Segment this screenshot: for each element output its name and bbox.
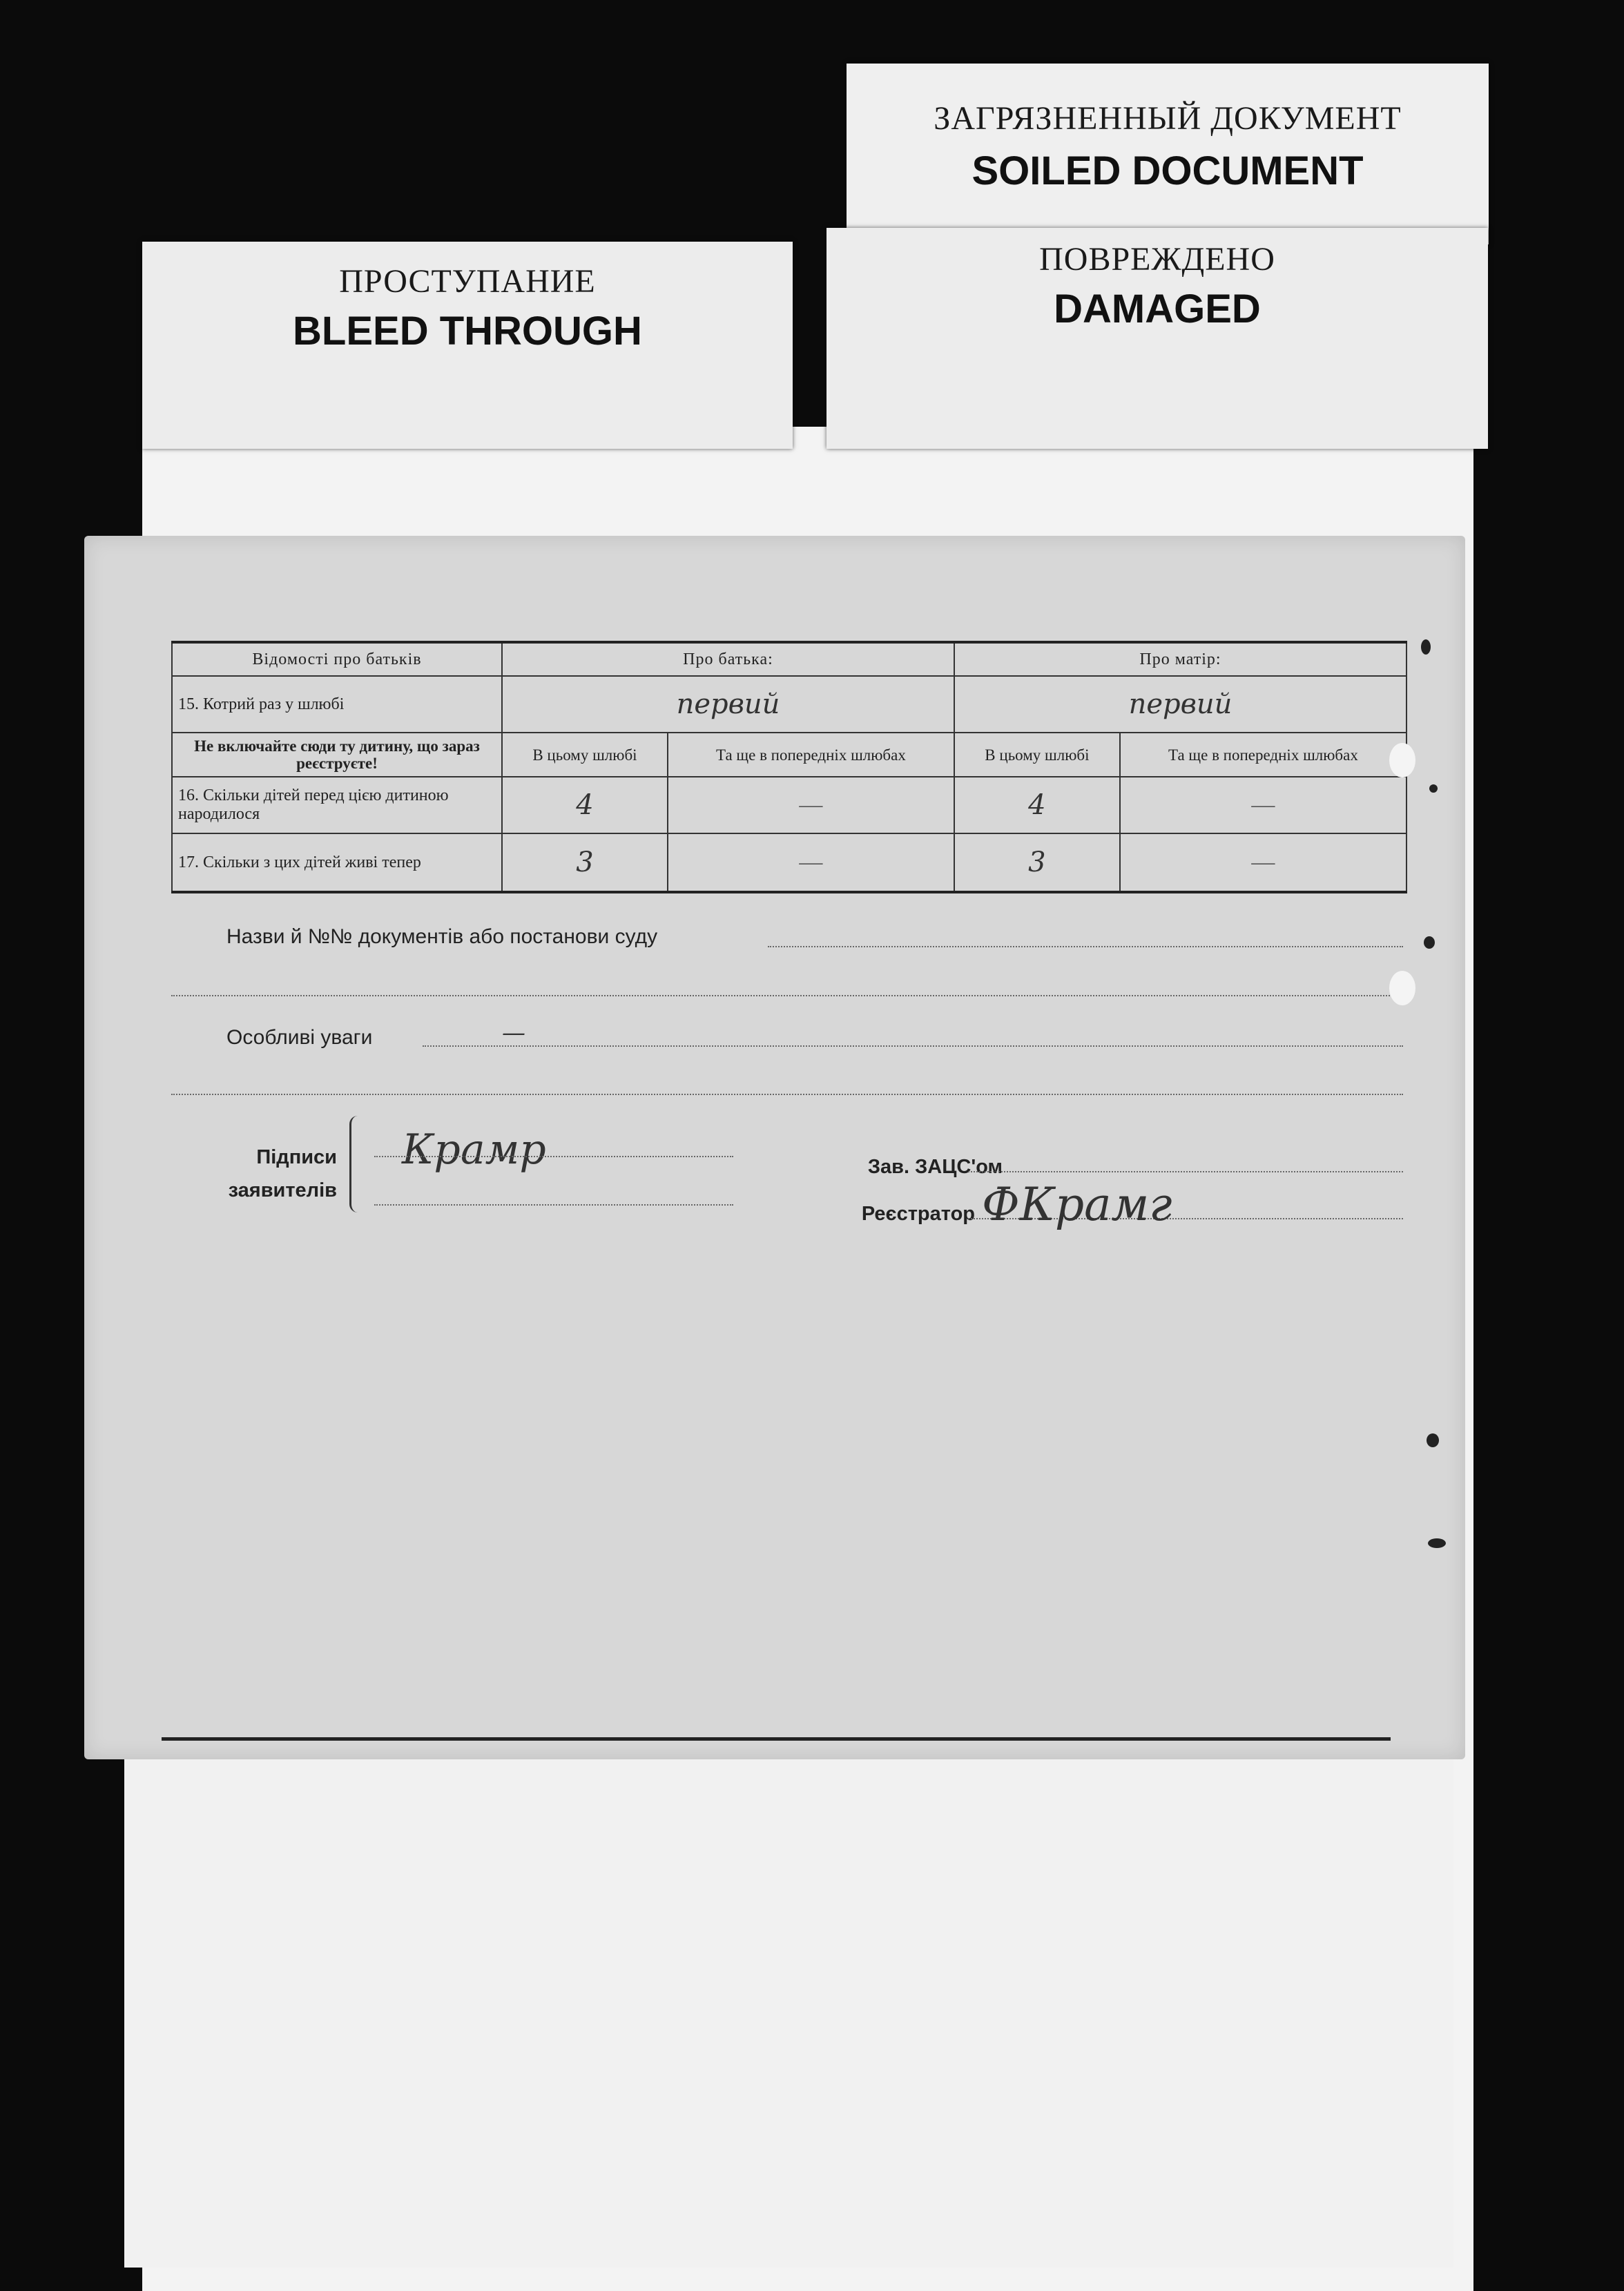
row17-father-this: 3 xyxy=(502,833,668,892)
table-row-17 xyxy=(172,833,1406,892)
head-zags-label: Зав. ЗАЦС'ом xyxy=(867,1156,1003,1178)
row15-father-value: первий xyxy=(502,676,954,733)
soiled-document-card xyxy=(847,64,1489,244)
notes-label: Особливі уваги xyxy=(226,1026,373,1049)
soiled-label-ru: ЗАГРЯЗНЕННЫЙ ДОКУМЕНТ xyxy=(934,100,1402,137)
stain-speck xyxy=(1424,936,1435,949)
row15-mother-value: первий xyxy=(954,676,1406,733)
documents-line-1 xyxy=(768,946,1403,947)
bleed-through-card xyxy=(142,242,793,449)
subhead-mother-this: В цьому шлюбі xyxy=(954,733,1120,777)
stain-speck xyxy=(1427,1433,1439,1447)
stain-speck xyxy=(1428,1538,1446,1548)
row16-mother-prev: — xyxy=(1120,777,1406,833)
row16-father-prev: — xyxy=(668,777,954,833)
applicants-label-2: заявителів xyxy=(228,1179,337,1201)
head-zags-line xyxy=(968,1171,1403,1172)
bleed-label-ru: ПРОСТУПАНИЕ xyxy=(339,263,596,300)
applicants-label-1: Підписи xyxy=(256,1146,337,1168)
parents-info-table xyxy=(171,641,1407,893)
damaged-card xyxy=(826,228,1488,449)
row16-father-this: 4 xyxy=(502,777,668,833)
applicant-sig-line-1 xyxy=(374,1156,733,1157)
table-row-15 xyxy=(172,676,1406,733)
punch-hole xyxy=(1389,743,1415,777)
applicants-brace xyxy=(349,1116,364,1212)
subhead-father-prev: Та ще в попередніх шлюбах xyxy=(668,733,954,777)
notes-line-2 xyxy=(171,1094,1403,1095)
subhead-exclude-note: Не включайте сюди ту дитину, що зараз реєструєте! xyxy=(172,733,502,777)
applicant-signature: Крамр xyxy=(402,1125,546,1174)
registrar-signature: ФКрамг xyxy=(982,1178,1172,1231)
header-father: Про батька: xyxy=(502,642,954,676)
stain-speck xyxy=(1421,639,1431,655)
row15-label: 15. Котрий раз у шлюбі xyxy=(172,676,502,733)
damaged-label-ru: ПОВРЕЖДЕНО xyxy=(1039,241,1275,278)
damaged-label-en: DAMAGED xyxy=(1054,287,1261,331)
header-mother: Про матір: xyxy=(954,642,1406,676)
table-subheader-row xyxy=(172,733,1406,777)
soiled-label-en: SOILED DOCUMENT xyxy=(972,148,1364,193)
row17-mother-prev: — xyxy=(1120,833,1406,892)
subhead-mother-prev: Та ще в попередніх шлюбах xyxy=(1120,733,1406,777)
notes-line-1 xyxy=(423,1045,1403,1047)
bleed-label-en: BLEED THROUGH xyxy=(293,309,642,354)
row17-father-prev: — xyxy=(668,833,954,892)
registration-form-sheet xyxy=(84,536,1465,1759)
stain-speck xyxy=(1429,784,1438,793)
table-header-row xyxy=(172,642,1406,676)
row17-label: 17. Скільки з цих дітей живі тепер xyxy=(172,833,502,892)
backing-sheet-lower xyxy=(124,1726,1453,2268)
table-row-16 xyxy=(172,777,1406,833)
registrar-label: Реєстратор xyxy=(861,1203,975,1225)
subhead-father-this: В цьому шлюбі xyxy=(502,733,668,777)
row16-label: 16. Скільки дітей перед цією дитиною народилося xyxy=(172,777,502,833)
row17-mother-this: 3 xyxy=(954,833,1120,892)
header-parents-info: Відомості про батьків xyxy=(172,642,502,676)
applicant-sig-line-2 xyxy=(374,1204,733,1206)
documents-line-2 xyxy=(171,995,1403,996)
bottom-rule xyxy=(162,1737,1391,1741)
row16-mother-this: 4 xyxy=(954,777,1120,833)
notes-value: — xyxy=(502,1019,525,1047)
documents-label: Назви й №№ документів або постанови суду xyxy=(226,925,658,948)
punch-hole xyxy=(1389,971,1415,1005)
